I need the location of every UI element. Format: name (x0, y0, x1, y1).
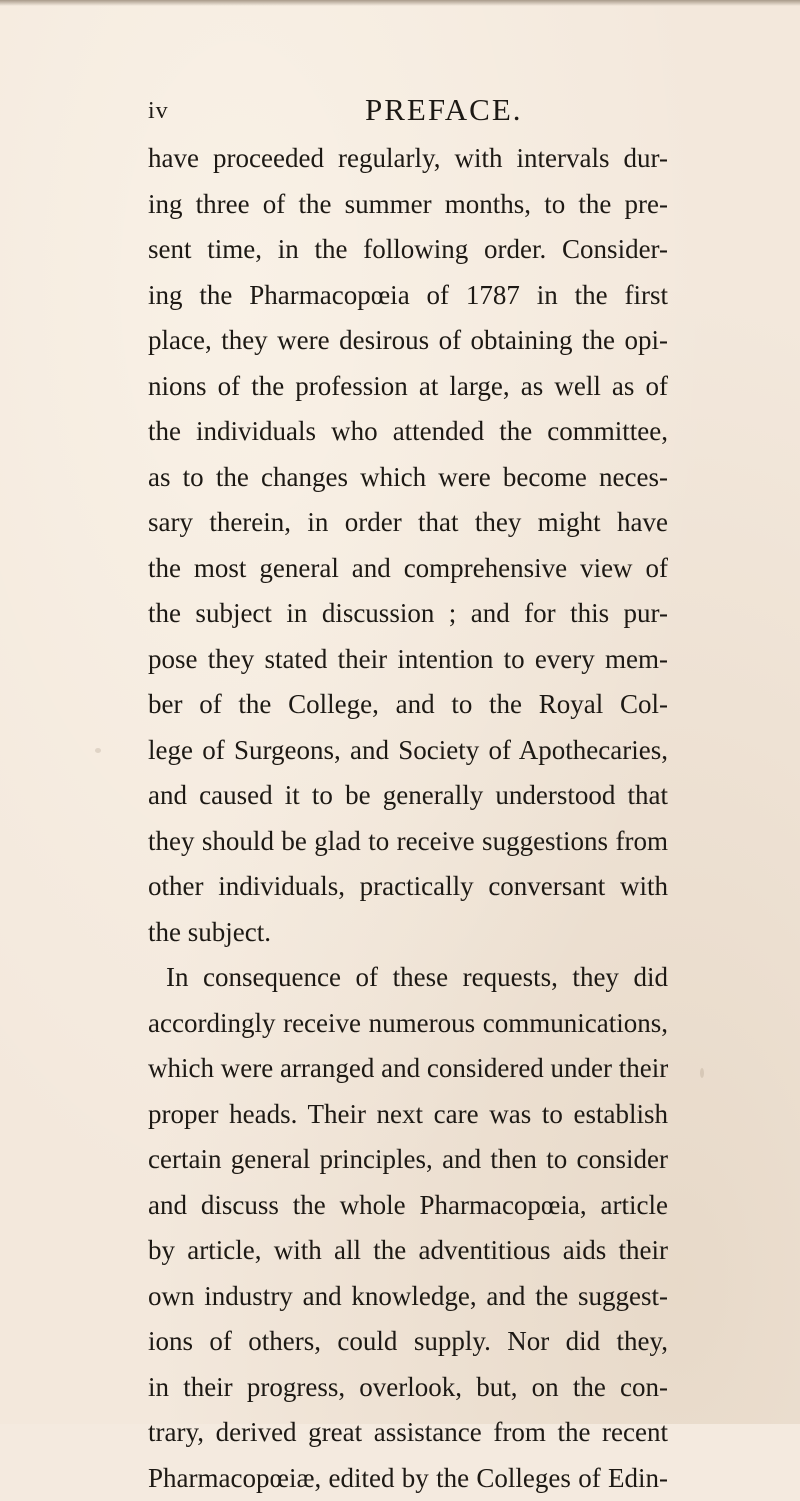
text-line: the most general and comprehensive view of (148, 546, 668, 592)
text-line: trary, derived great assistance from the recent (148, 1410, 668, 1456)
text-line: and discuss the whole Pharmacopœia, article (148, 1183, 668, 1229)
text-line: and caused it to be generally understood that (148, 773, 668, 819)
text-line: in their progress, overlook, but, on the con- (148, 1365, 668, 1411)
text-line: other individuals, practically conversant with (148, 864, 668, 910)
text-line: by article, with all the adventitious aids their (148, 1228, 668, 1274)
text-line: proper heads. Their next care was to establish (148, 1092, 668, 1138)
text-line: which were arranged and considered under their (148, 1046, 668, 1092)
text-line: the subject. (148, 910, 668, 956)
text-line: own industry and knowledge, and the suggest- (148, 1274, 668, 1320)
text-line: sent time, in the following order. Consider- (148, 227, 668, 273)
text-line: as to the changes which were become neces- (148, 455, 668, 501)
page-number: iv (148, 98, 169, 125)
text-line: lege of Surgeons, and Society of Apothecaries, (148, 728, 668, 774)
body-text (148, 136, 668, 1501)
text-line: have proceeded regularly, with intervals dur- (148, 136, 668, 182)
page-top-edge (0, 0, 800, 6)
text-line: ber of the College, and to the Royal Col- (148, 682, 668, 728)
text-line: the individuals who attended the committee, (148, 409, 668, 455)
text-line: ing three of the summer months, to the pre- (148, 182, 668, 228)
paper-stain (700, 1068, 704, 1078)
text-line: place, they were desirous of obtaining the opi- (148, 318, 668, 364)
running-head: PREFACE. (365, 92, 523, 128)
text-line: pose they stated their intention to every mem- (148, 637, 668, 683)
text-line: they should be glad to receive suggestions from (148, 819, 668, 865)
text-line: sary therein, in order that they might have (148, 500, 668, 546)
text-line-paragraph-start: In consequence of these requests, they did (148, 955, 668, 1001)
text-line: certain general principles, and then to consider (148, 1137, 668, 1183)
text-line: accordingly receive numerous communications, (148, 1001, 668, 1047)
text-line: nions of the profession at large, as well as of (148, 364, 668, 410)
text-line: ing the Pharmacopœia of 1787 in the first (148, 273, 668, 319)
text-line: the subject in discussion ; and for this pur- (148, 591, 668, 637)
paper-stain (95, 748, 101, 753)
text-line: Pharmacopœiæ, edited by the Colleges of Edin- (148, 1456, 668, 1501)
page-header (0, 92, 800, 132)
text-line: ions of others, could supply. Nor did they, (148, 1319, 668, 1365)
